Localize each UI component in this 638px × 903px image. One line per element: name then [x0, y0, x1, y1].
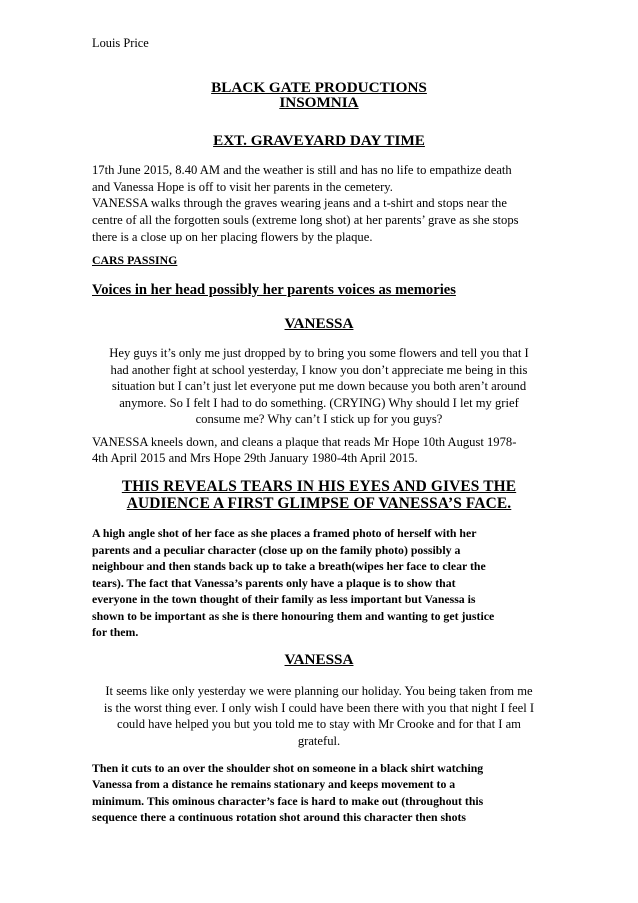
sound-cue: CARS PASSING	[92, 253, 178, 267]
action-line: A high angle shot of her face as she places a framed photo of herself with her	[92, 526, 477, 540]
action-line: for them.	[92, 625, 139, 639]
dialogue-line: situation but I can’t just let everyone put me down because you both aren’t around	[111, 379, 527, 393]
action-line: neighbour and then stands back up to take a breath(wipes her face to clear the	[92, 559, 486, 573]
scene-heading: EXT. GRAVEYARD DAY TIME	[213, 132, 425, 149]
production-company: BLACK GATE PRODUCTIONS	[211, 79, 427, 96]
action-line: minimum. This ominous character’s face is hard to make out (throughout this	[92, 794, 484, 808]
reveal-heading-line: THIS REVEALS TEARS IN HIS EYES AND GIVES THE	[121, 478, 517, 495]
action-line: shown to be important as she is there honouring them and wanting to get justice	[92, 609, 495, 623]
action-line: parents and a peculiar character (close up on the family photo) possibly a	[92, 543, 461, 557]
dialogue-line: had another fight at school yesterday, I know you don’t appreciate me being in this	[110, 363, 528, 377]
dialogue-line: is the worst thing ever. I only wish I could have been there with you that night I feel I	[103, 701, 535, 715]
dialogue-line: consume me? Why can’t I stick up for you guys?	[195, 412, 443, 426]
action-line: sequence there a continuous rotation shot around this character then shots	[92, 810, 467, 824]
author-name: Louis Price	[92, 36, 149, 50]
action-line: VANESSA kneels down, and cleans a plaque that reads Mr Hope 10th August 1978-	[92, 435, 517, 449]
action-line: everyone in the town thought of their family as less important but Vanessa is	[92, 592, 476, 606]
action-line: and Vanessa Hope is off to visit her parents in the cemetery.	[92, 180, 393, 194]
dialogue-line: could have helped you but you told me to stay with Mr Crooke and for that I am	[117, 717, 521, 731]
reveal-heading-line: AUDIENCE A FIRST GLIMPSE OF VANESSA’S FACE.	[126, 495, 512, 512]
voices-cue: Voices in her head possibly her parents voices as memories	[92, 282, 456, 298]
action-line: Vanessa from a distance he remains stationary and keeps movement to a	[92, 777, 456, 791]
dialogue-line: It seems like only yesterday we were planning our holiday. You being taken from me	[105, 684, 533, 698]
character-name: VANESSA	[284, 651, 354, 668]
action-line: VANESSA walks through the graves wearing jeans and a t-shirt and stops near the	[92, 196, 507, 210]
dialogue-line: grateful.	[297, 734, 341, 748]
dialogue-line: Hey guys it’s only me just dropped by to bring you some flowers and tell you that I	[109, 346, 529, 360]
film-title: INSOMNIA	[279, 94, 359, 111]
character-name: VANESSA	[284, 315, 354, 332]
action-line: 17th June 2015, 8.40 AM and the weather is still and has no life to empathize death	[92, 163, 512, 177]
action-line: there is a close up on her placing flowers by the plaque.	[92, 230, 373, 244]
action-line: centre of all the forgotten souls (extreme long shot) at her parents’ grave as she stops	[92, 213, 519, 227]
dialogue-line: anymore. So I felt I had to do something. (CRYING) Why should I let my grief	[119, 396, 519, 410]
action-line: Then it cuts to an over the shoulder shot on someone in a black shirt watching	[92, 761, 484, 775]
action-line: 4th April 2015 and Mrs Hope 29th January 1980-4th April 2015.	[92, 451, 418, 465]
action-line: tears). The fact that Vanessa’s parents only have a plaque is to show that	[92, 576, 456, 590]
